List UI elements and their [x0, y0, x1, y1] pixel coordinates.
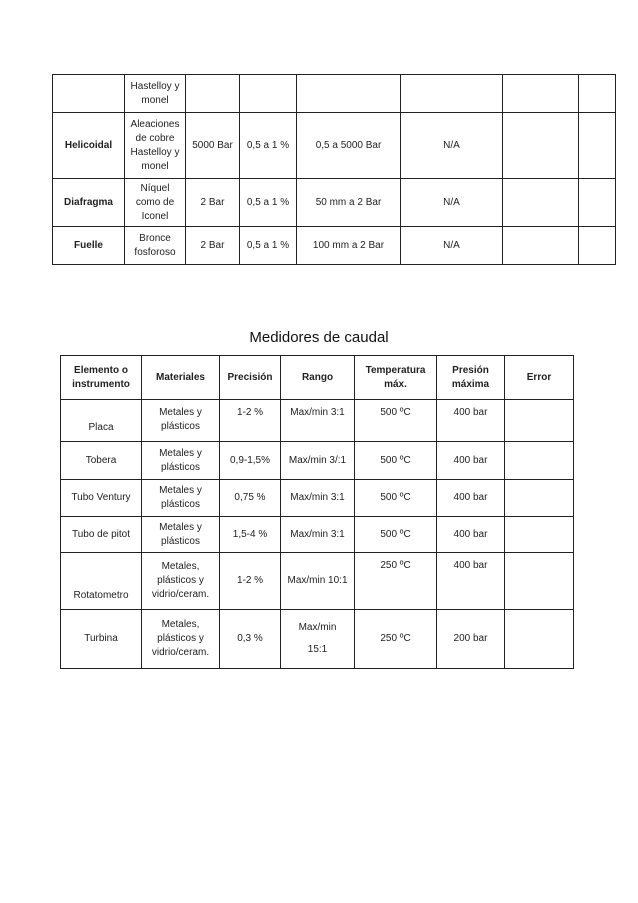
table-cell: Aleaciones de cobre Hastelloy y monel: [125, 113, 186, 179]
table-cell: Níquel como de Iconel: [125, 179, 186, 227]
table-cell: 400 bar: [437, 553, 505, 610]
table-cell: Rotatometro: [61, 553, 142, 610]
table-row: [53, 113, 616, 179]
table-cell: 400 bar: [437, 517, 505, 553]
table-cell: [505, 400, 574, 442]
flow-meters-table: [60, 355, 574, 669]
table-cell: N/A: [401, 227, 503, 265]
section-title: Medidores de caudal: [249, 329, 389, 346]
table-cell: [503, 75, 579, 113]
table-cell: 250 ºC: [355, 610, 437, 669]
table-cell: 500 ºC: [355, 517, 437, 553]
table-cell: Metales y plásticos: [142, 442, 220, 480]
table-cell: Hastelloy y monel: [125, 75, 186, 113]
table-cell: 0,5 a 5000 Bar: [297, 113, 401, 179]
table-cell: Placa: [61, 400, 142, 442]
table-cell: [297, 75, 401, 113]
table-cell: 0,3 %: [220, 610, 281, 669]
table-row: [53, 227, 616, 265]
range-line: 15:1: [307, 644, 328, 655]
table-cell: Max/min 3:1: [281, 480, 355, 517]
table-cell: 200 bar: [437, 610, 505, 669]
table-row: [61, 553, 574, 610]
table-row: [61, 400, 574, 442]
range-line: Max/min: [298, 622, 337, 633]
header-error: Error: [505, 356, 574, 400]
header-pressure: Presión máxima: [437, 356, 505, 400]
table-row: [61, 442, 574, 480]
table-cell: Max/min 3:1: [281, 400, 355, 442]
table-cell: Metales, plásticos y vidrio/ceram.: [142, 610, 220, 669]
table-cell: [53, 75, 125, 113]
table-cell: [503, 113, 579, 179]
table-cell: 400 bar: [437, 442, 505, 480]
table-cell: [505, 553, 574, 610]
table-cell: [579, 113, 616, 179]
header-range: Rango: [281, 356, 355, 400]
header-temperature: Temperatura máx.: [355, 356, 437, 400]
table-cell: Tobera: [61, 442, 142, 480]
table-cell: 1,5-4 %: [220, 517, 281, 553]
table-header-row: [61, 356, 574, 400]
table-cell: Diafragma: [53, 179, 125, 227]
table-cell: [505, 517, 574, 553]
header-materials: Materiales: [142, 356, 220, 400]
table-cell: 100 mm a 2 Bar: [297, 227, 401, 265]
table-cell: 5000 Bar: [186, 113, 240, 179]
table-row: [53, 75, 616, 113]
header-element: Elemento o instrumento: [61, 356, 142, 400]
table-cell: Max/min 3:1: [281, 517, 355, 553]
table-cell: 1-2 %: [220, 400, 281, 442]
table-cell: 0,5 a 1 %: [240, 179, 297, 227]
table-cell: 500 ºC: [355, 480, 437, 517]
table-row: [61, 610, 574, 669]
table-cell: [579, 227, 616, 265]
table-row: [61, 480, 574, 517]
table-cell: Metales, plásticos y vidrio/ceram.: [142, 553, 220, 610]
table-cell: [401, 75, 503, 113]
table-cell: Metales y plásticos: [142, 400, 220, 442]
table-cell: [281, 610, 355, 669]
table-cell: 50 mm a 2 Bar: [297, 179, 401, 227]
pressure-gauges-table: [52, 74, 616, 265]
table-cell: Helicoidal: [53, 113, 125, 179]
table-cell: 400 bar: [437, 480, 505, 517]
table-cell: 400 bar: [437, 400, 505, 442]
table-cell: [505, 480, 574, 517]
table-cell: Max/min 3/:1: [281, 442, 355, 480]
table-cell: 0,75 %: [220, 480, 281, 517]
table-cell: Max/min 10:1: [281, 553, 355, 610]
table-cell: Fuelle: [53, 227, 125, 265]
table-cell: Turbina: [61, 610, 142, 669]
table-cell: 1-2 %: [220, 553, 281, 610]
table-cell: Tubo Ventury: [61, 480, 142, 517]
table-cell: N/A: [401, 179, 503, 227]
table-cell: 250 ºC: [355, 553, 437, 610]
table-cell: [505, 610, 574, 669]
table-cell: 2 Bar: [186, 179, 240, 227]
table-cell: 2 Bar: [186, 227, 240, 265]
table-cell: [505, 442, 574, 480]
table-cell: 0,9-1,5%: [220, 442, 281, 480]
table-cell: [579, 75, 616, 113]
table-cell: Tubo de pitot: [61, 517, 142, 553]
table-cell: 500 ºC: [355, 400, 437, 442]
header-precision: Precisión: [220, 356, 281, 400]
table-cell: [579, 179, 616, 227]
table-cell: 500 ºC: [355, 442, 437, 480]
table-cell: Metales y plásticos: [142, 517, 220, 553]
table-row: [53, 179, 616, 227]
table-cell: [503, 179, 579, 227]
table-cell: N/A: [401, 113, 503, 179]
table-cell: [503, 227, 579, 265]
table-cell: Metales y plásticos: [142, 480, 220, 517]
table-cell: [186, 75, 240, 113]
table-cell: Bronce fosforoso: [125, 227, 186, 265]
table-cell: 0,5 a 1 %: [240, 113, 297, 179]
table-cell: [240, 75, 297, 113]
table-cell: 0,5 a 1 %: [240, 227, 297, 265]
table-row: [61, 517, 574, 553]
